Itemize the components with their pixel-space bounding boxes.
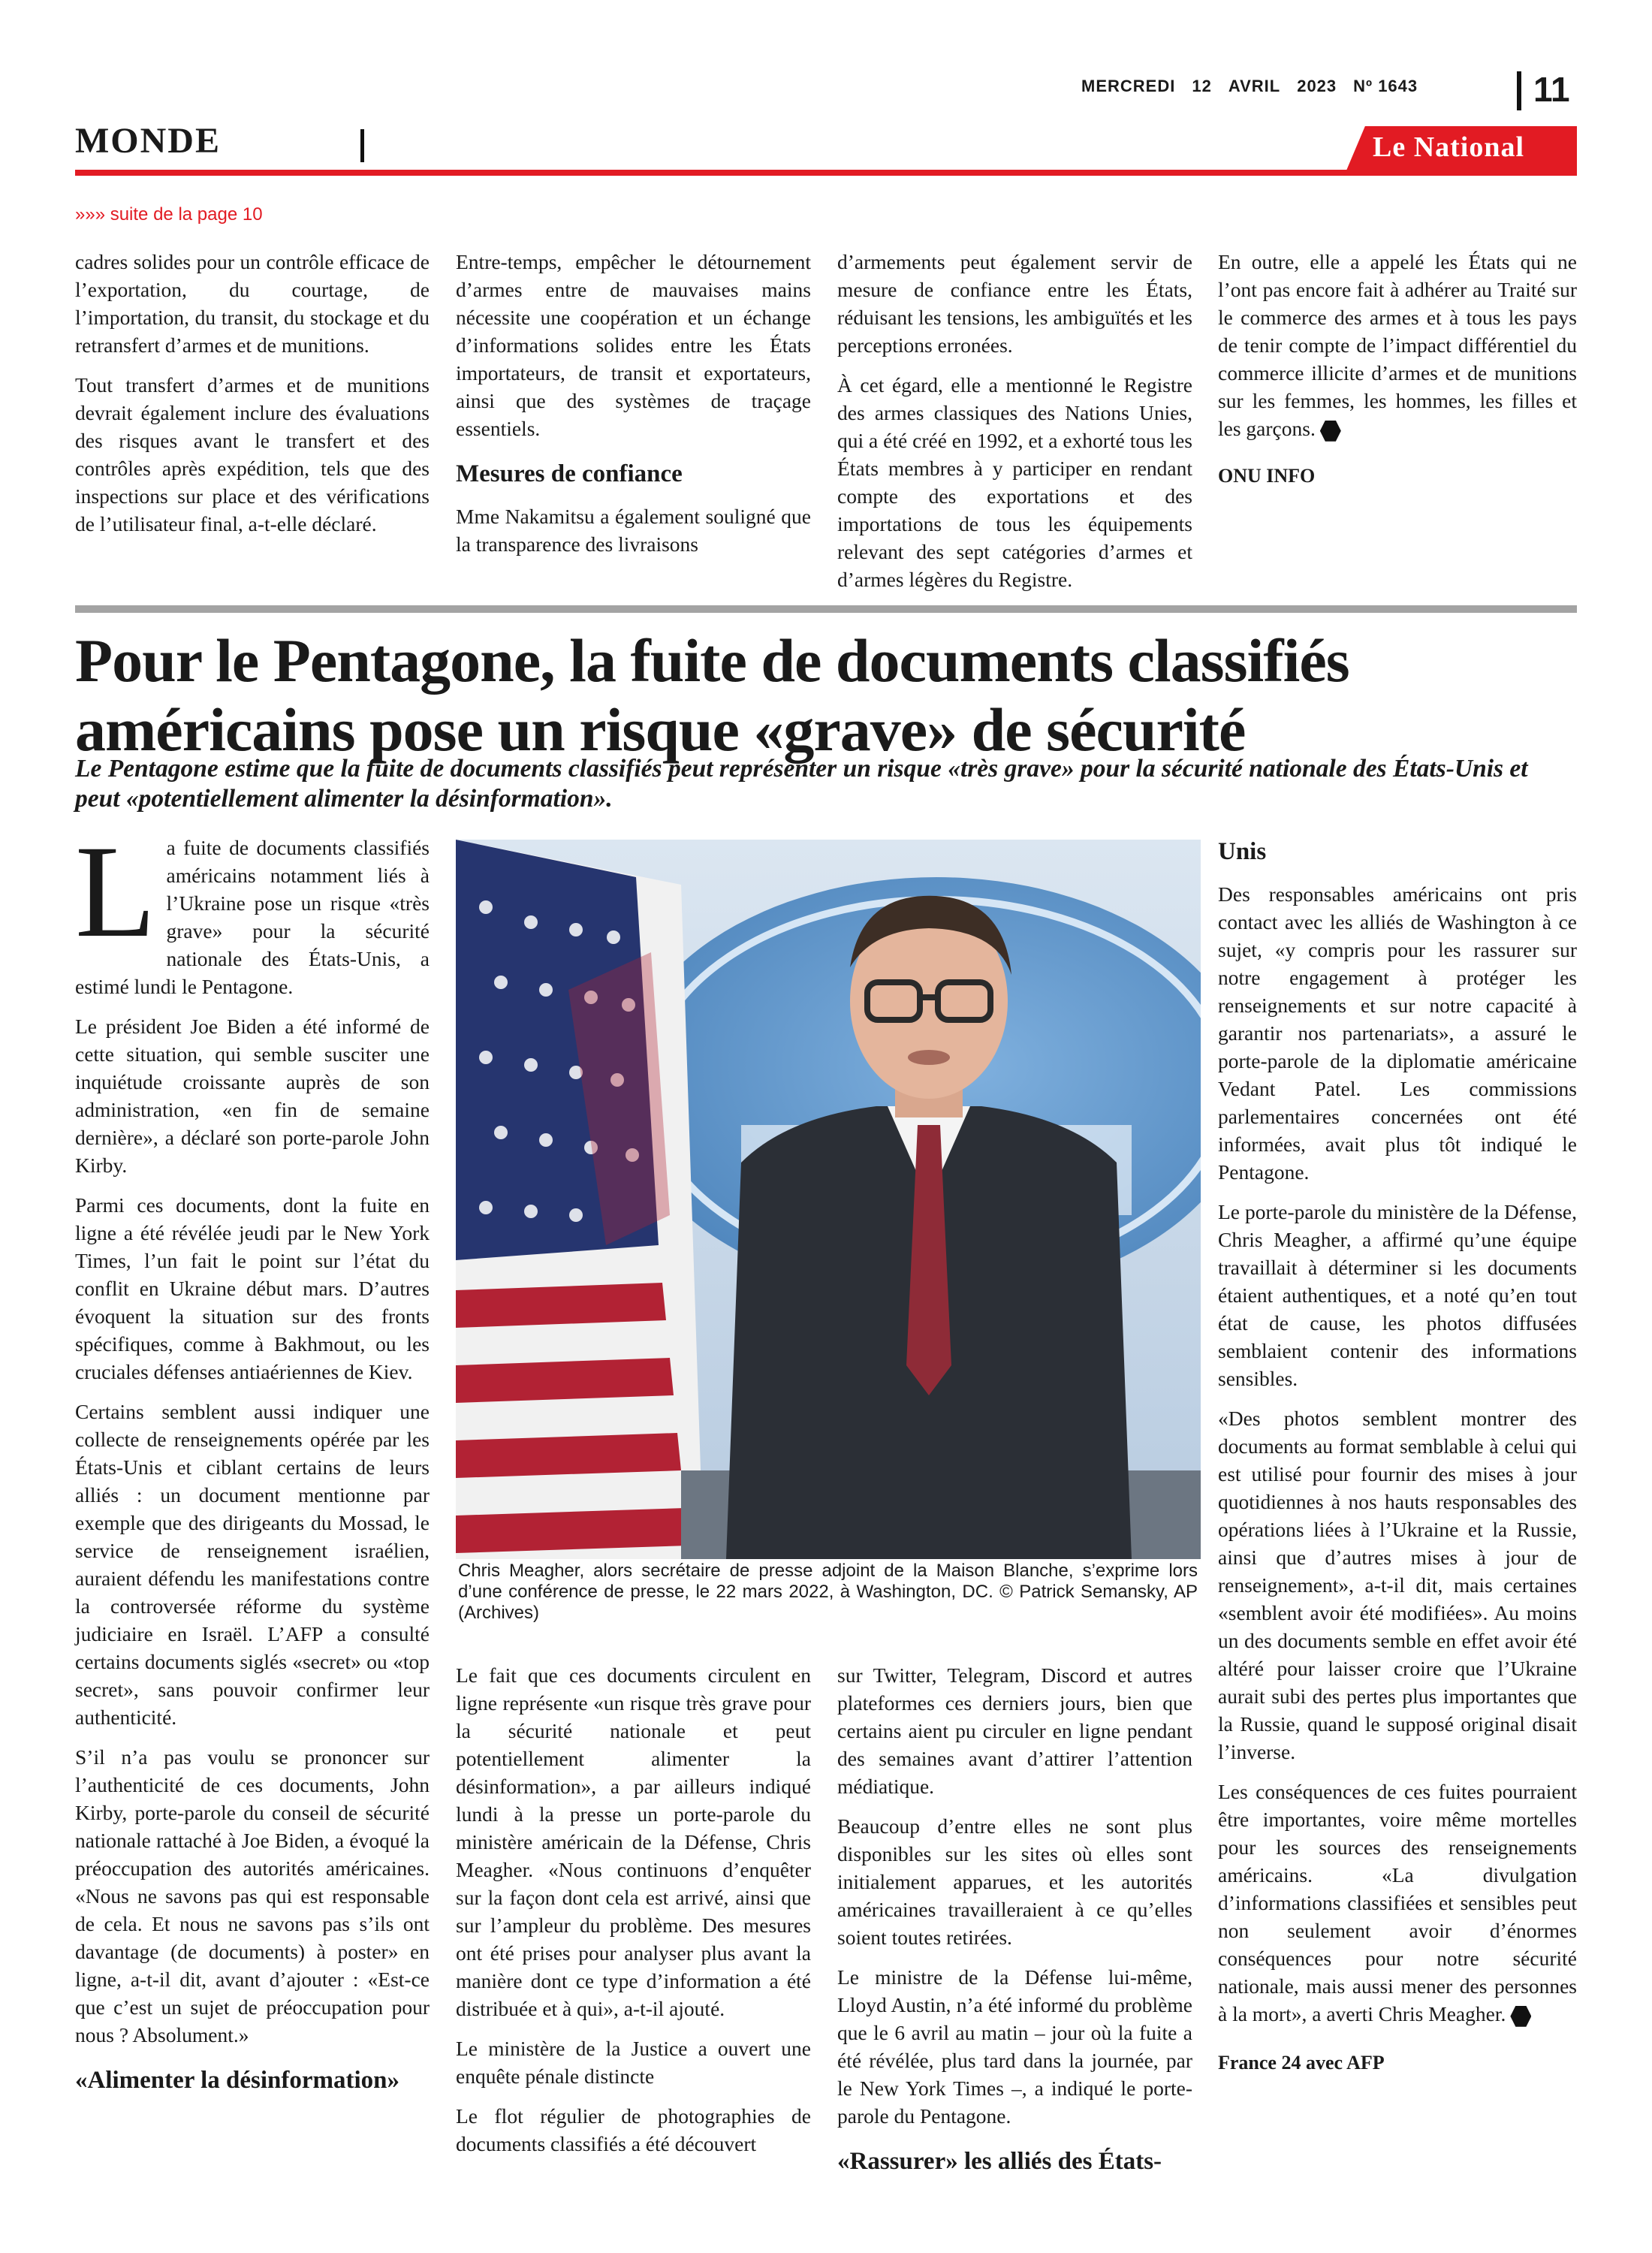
issue-date: [1081, 77, 1487, 96]
paragraph: «Des photos semblent montrer des documents au format semblable à celui qui est utilisé pour fournir des mises à jour quotidiennes à nos hauts responsables des opérations liées à l’Ukraine et la Russie, ainsi que d’autres mises à jour de renseignement», a-t-il dit, mais certaines «semblent avoir été modifiées». Au moins un des documents semble en effet avoir été altéré pour laisser croire que l’Ukraine aurait subi des pertes plus importantes que la Russie, quand le supposé original disait l’inverse.: [1218, 1407, 1577, 1763]
subheading: «Rassurer» les alliés des États-: [837, 2148, 1162, 2175]
drop-cap: L: [75, 819, 156, 965]
end-mark-icon: [1510, 2006, 1531, 2027]
weekday: MERCREDI: [1081, 77, 1176, 95]
top-article-col3: [837, 248, 1192, 605]
paragraph: Des responsables américains ont pris contact avec les alliés de Washington à ce sujet, «y compris pour les rassurer sur notre engagement à protéger les renseignements et sur notre capacité à garantir nos partenariats», a assuré le porte-parole de la diplomatie américaine Vedant Patel. Les commissions parlementaires concernées ont été informées, avait plus tôt indiqué le Pentagone.: [1218, 882, 1577, 1184]
paragraph: Le flot régulier de photographies de documents classifiés a été découvert: [456, 2104, 811, 2155]
press-photo-illustration: [456, 840, 1201, 1559]
paragraph-text: a fuite de documents classifiés américains notamment liés à l’Ukraine pose un risque «très grave» pour la sécurité nationale des États-Unis, a estimé lundi le Pentagone.: [75, 836, 430, 998]
section-title: MONDE: [75, 121, 221, 161]
paragraph: À cet égard, elle a mentionné le Registre des armes classiques des Nations Unies, qui a été créé en 1992, et a exhorté tous les États membres à y participer en rendant compte des exportations et des importations de tous les équipements relevant des sept catégories d’armes et d’armes légères du Registre.: [837, 373, 1192, 591]
main-col4: [1218, 834, 1577, 2077]
paragraph: Beaucoup d’entre elles ne sont plus disponibles sur les sites où elles sont initialement apparues, et les autorités américaines travailleraient à ce qu’elles soient toutes retirées.: [837, 1814, 1192, 1949]
paragraph: Le ministre de la Défense lui-même, Lloyd Austin, n’a été informé du problème que le 6 avril au matin – jour où la fuite a été révélée, plus tard dans la journée, par le New York Times –, a indiqué le porte-parole du Pentagone.: [837, 1965, 1192, 2128]
main-col1: [75, 819, 430, 2109]
press-photo: [456, 840, 1201, 1559]
paragraph: Tout transfert d’armes et de munitions devrait également inclure des évaluations des risques avant le transfert et des contrôles après expédition, tels que des inspections sur place et des vérifications de l’utilisateur final, a-t-elle déclaré.: [75, 373, 430, 535]
paragraph: Le ministère de la Justice a ouvert une enquête pénale distincte: [456, 2037, 811, 2088]
year: 2023: [1297, 77, 1337, 95]
headline-line: Pour le Pentagone, la fuite de documents classifiés: [75, 626, 1349, 695]
signature: ONU INFO: [1218, 465, 1316, 487]
paragraph: sur Twitter, Telegram, Discord et autres plateformes ces derniers jours, bien que certains aient pu circuler en ligne pendant des semaines avant d’attirer l’attention médiatique.: [837, 1663, 1192, 1798]
subheading: Mesures de confiance: [456, 460, 683, 487]
lead-paragraph: Le Pentagone estime que la fuite de documents classifiés peut représenter un risque «très grave» pour la sécurité nationale des États-Unis et peut «potentiellement alimenter la désinformation».: [75, 755, 1528, 813]
page-number: 11: [1533, 70, 1570, 109]
top-article-col1: [75, 248, 430, 550]
paragraph: [75, 819, 430, 1000]
subheading: «Alimenter la désinformation»: [75, 2067, 400, 2094]
paragraph-text: En outre, elle a appelé les États qui ne l’ont pas encore fait à adhérer au Traité sur le commerce des armes et à tous les pays de tenir compte de l’impact différentiel du commerce illicite d’armes et de munitions sur les femmes, les hommes, les filles et les garçons.: [1218, 250, 1577, 440]
month: AVRIL: [1228, 77, 1281, 95]
paragraph: S’il n’a pas voulu se prononcer sur l’authenticité de ces documents, John Kirby, porte-parole du conseil de sécurité nationale rattaché à Joe Biden, a évoqué la préoccupation des autorités américaines. «Nous ne savons pas qui est responsable de cela. Et nous ne savons pas s’ils ont davantage (de documents) à poster» en ligne, a-t-il dit, avant d’ajouter : «Est-ce que c’est un sujet de préoccupation pour nous ? Absolument.»: [75, 1745, 430, 2046]
top-article-col4: [1218, 248, 1577, 490]
paragraph: Parmi ces documents, dont la fuite en ligne a été révélée jeudi par le New York Times, l’un fait le point sur l’état du conflit en Ukraine début mars. D’autres évoquent la situation sur des fronts spécifiques, comme à Bakhmout, ou les cruciales défenses antiaériennes de Kiev.: [75, 1193, 430, 1383]
paragraph: Certains semblent aussi indiquer une collecte de renseignements opérée par les États-Unis et ciblant certains de leurs alliés : un document mentionne par exemple que des dirigeants du Mossad, le service de renseignement israélien, auraient défendu les manifestations contre la controversée réforme du système judiciaire en Israël. L’AFP a consulté certains documents siglés «secret» ou «top secret», sans pouvoir confirmer leur authenticité.: [75, 1400, 430, 1729]
paragraph: Entre-temps, empêcher le détournement d’armes entre de mauvaises mains nécessite une coopération et un échange d’informations solides entre les États importateurs, de transit et exportateurs, ainsi que des systèmes de traçage essentiels.: [456, 250, 811, 440]
header-divider: [1517, 71, 1521, 110]
paragraph: cadres solides pour un contrôle efficace de l’exportation, du courtage, de l’importation, du transit, du stockage et du retransfert d’armes et de munitions.: [75, 250, 430, 357]
paragraph: Le fait que ces documents circulent en ligne représente «un risque très grave pour la sécurité nationale et peut potentiellement alimenter la désinformation», a par ailleurs indiqué lundi à la presse un porte-parole du ministère américain de la Défense, Chris Meagher. «Nous continuons d’enquêter sur la façon dont cela est arrivé, ainsi que sur l’ampleur du problème. Des mesures ont été prises pour analyser plus avant la manière dont ce type d’information a été distribuée et à qui», a-t-il ajouté.: [456, 1663, 811, 2020]
end-mark-icon: [1320, 421, 1341, 442]
paragraph: [1218, 1778, 1577, 2028]
paragraph: Mme Nakamitsu a également souligné que la transparence des livraisons: [456, 505, 811, 556]
article-divider: [75, 605, 1577, 613]
headline-line: américains pose un risque «grave» de sécurité: [75, 695, 1246, 764]
top-article-col2: [456, 248, 811, 570]
paragraph: Le porte-parole du ministère de la Défense, Chris Meagher, a affirmé qu’une équipe travaillait à déterminer si les documents étaient authentiques, et a noté qu’en tout état de cause, les photos diffusées semblaient contenir des informations sensibles.: [1218, 1200, 1577, 1390]
day: 12: [1192, 77, 1212, 95]
headline: [75, 626, 1577, 765]
brand-name: Le National: [1373, 131, 1525, 163]
signature: France 24 avec AFP: [1218, 2052, 1385, 2074]
photo-caption: Chris Meagher, alors secrétaire de presse adjoint de la Maison Blanche, s’exprime lors d’une conférence de presse, le 22 mars 2022, à Washington, DC. © Patrick Semansky, AP (Archives): [458, 1561, 1198, 1623]
paragraph: [1218, 248, 1577, 442]
paragraph: Le président Joe Biden a été informé de cette situation, qui semble susciter une inquiétude croissante auprès de son administration, «en fin de semaine dernière», a déclaré son porte-parole John Kirby.: [75, 1015, 430, 1177]
paragraph: d’armements peut également servir de mesure de confiance entre les États, réduisant les tensions, les ambiguïtés et les perceptions erronées.: [837, 250, 1192, 357]
issue-number: Nº 1643: [1353, 77, 1418, 95]
subheading: Unis: [1218, 838, 1267, 865]
main-col3: [837, 1661, 1192, 2190]
continued-from: »»» suite de la page 10: [75, 204, 263, 225]
paragraph-text: Les conséquences de ces fuites pourraient être importantes, voire même mortelles pour les sources des renseignements américains. «La divulgation d’informations classifiées et sensibles peut non seulement avoir d’énormes conséquences pour notre sécurité nationale, mais aussi mener des personnes à la mort», a averti Chris Meagher.: [1218, 1780, 1577, 2025]
main-col2: [456, 1661, 811, 2170]
section-divider: [360, 129, 364, 162]
